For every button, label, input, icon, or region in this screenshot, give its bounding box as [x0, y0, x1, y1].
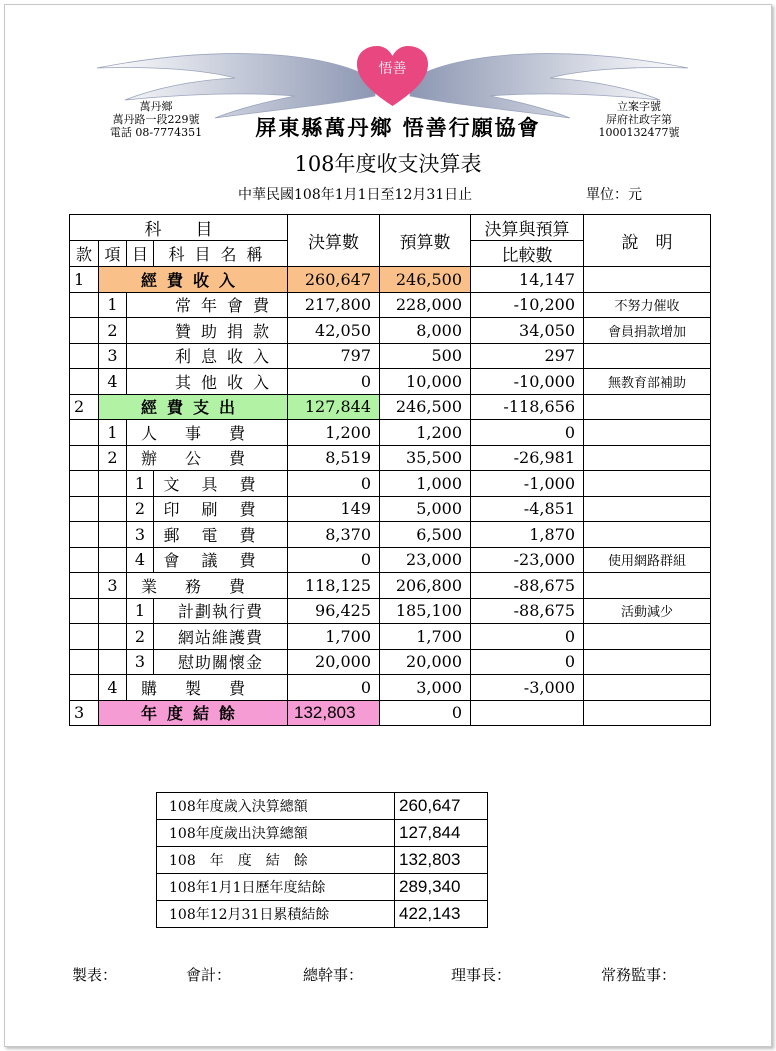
actual-header: 決算數	[288, 215, 380, 267]
kuan-header: 款	[70, 241, 99, 267]
signature-chairman: 理事長：	[451, 966, 512, 984]
table-row: 3 年度結餘 132,803 0	[70, 700, 711, 726]
category-expense: 經費支出	[99, 394, 288, 420]
xiang-header: 項	[99, 241, 127, 267]
compare-header-bottom: 比較數	[471, 241, 584, 267]
note-header: 說 明	[584, 215, 711, 267]
signature-secretary-general: 總幹事：	[303, 966, 364, 984]
summary-row: 108 年 度 結 餘 132,803	[157, 847, 488, 874]
summary-row: 108年12月31日累積結餘 422,143	[157, 901, 488, 928]
compare-header-top: 決算與預算	[471, 215, 584, 241]
organization-name: 屏東縣萬丹鄉 悟善行願協會	[255, 115, 541, 140]
table-row: 4 其他收入 0 10,000 -10,000 無教育部補助	[70, 369, 711, 395]
category-balance: 年度結餘	[99, 700, 288, 726]
address-info: 萬丹鄉 萬丹路一段229號 電話 08-7774351	[109, 100, 203, 139]
summary-row: 108年1月1日歷年度結餘 289,340	[157, 874, 488, 901]
logo-text: 悟善	[378, 61, 407, 77]
subject-header: 科 目	[70, 215, 288, 241]
signature-preparer: 製表：	[72, 966, 118, 984]
table-row: 3 慰助關懷金 20,000 20,000 0	[70, 649, 711, 675]
registration-info: 立案字號 屏府社政字第 1000132477號	[598, 100, 680, 139]
table-row: 3 郵電費 8,370 6,500 1,870	[70, 522, 711, 548]
subject-name-header: 科目名稱	[154, 241, 288, 267]
budget-table	[69, 214, 711, 726]
table-row: 1 計劃執行費 96,425 185,100 -88,675 活動減少	[70, 598, 711, 624]
category-income: 經費收入	[99, 267, 288, 293]
currency-unit: 單位：元	[586, 187, 642, 203]
table-row: 1 文具費 0 1,000 -1,000	[70, 471, 711, 497]
mu-header: 目	[127, 241, 154, 267]
table-row: 4 會議費 0 23,000 -23,000 使用網路群組	[70, 547, 711, 573]
table-row: 1 經費收入 260,647 246,500 14,147	[70, 267, 711, 293]
summary-row: 108年度歲出決算總額 127,844	[157, 820, 488, 847]
report-period: 中華民國108年1月1日至12月31日止	[238, 187, 473, 203]
table-row: 2 印刷費 149 5,000 -4,851	[70, 496, 711, 522]
signature-accountant: 會計：	[186, 966, 232, 984]
table-row: 2 贊助捐款 42,050 8,000 34,050 會員捐款增加	[70, 318, 711, 344]
table-row: 2 經費支出 127,844 246,500 -118,656	[70, 394, 711, 420]
table-row: 3 業務費 118,125 206,800 -88,675	[70, 573, 711, 599]
table-row: 3 利息收入 797 500 297	[70, 343, 711, 369]
table-row: 4 購製費 0 3,000 -3,000	[70, 675, 711, 701]
table-row: 1 常年會費 217,800 228,000 -10,200 不努力催收	[70, 292, 711, 318]
table-row: 1 人事費 1,200 1,200 0	[70, 420, 711, 446]
document-title: 108年度收支決算表	[294, 152, 482, 176]
table-row: 2 網站維護費 1,700 1,700 0	[70, 624, 711, 650]
budget-header: 預算數	[380, 215, 471, 267]
signature-standing-supervisor: 常務監事：	[601, 966, 677, 984]
table-row: 2 辦公費 8,519 35,500 -26,981	[70, 445, 711, 471]
summary-row: 108年度歲入決算總額 260,647	[157, 793, 488, 820]
summary-table	[156, 792, 488, 928]
